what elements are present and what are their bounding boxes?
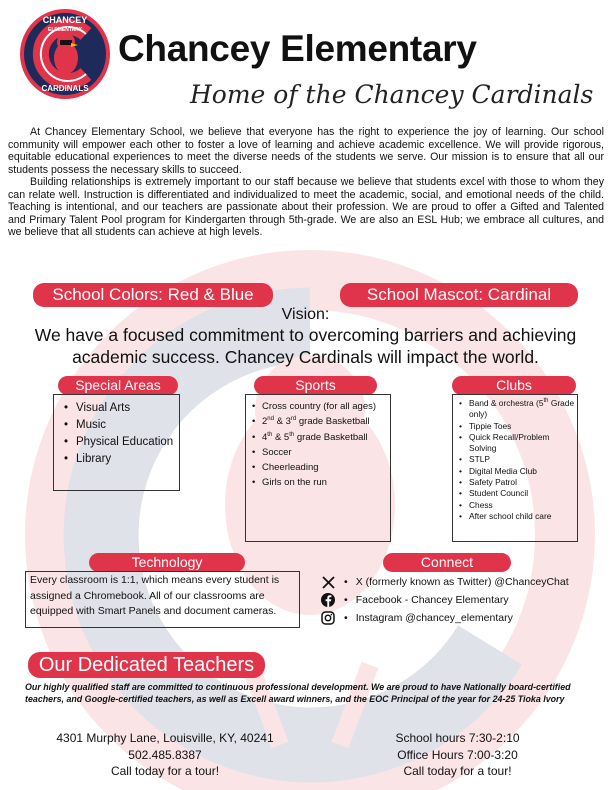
tour-call-left: Call today for a tour! <box>110 764 220 778</box>
connect-box <box>312 571 587 628</box>
clubs-heading: Clubs <box>452 376 576 395</box>
logo-text-mid: ELEMENTARY <box>48 27 82 33</box>
office-hours: Office Hours 7:00-3:20 <box>397 747 518 762</box>
facebook-icon <box>320 592 336 608</box>
footer-hours <box>345 730 570 780</box>
sports-heading: Sports <box>254 376 377 395</box>
connect-item-instagram[interactable]: • Instagram @chancey_elementary <box>320 610 513 626</box>
footer-contact <box>20 730 310 780</box>
connect-item-facebook[interactable]: • Facebook - Chancey Elementary <box>320 592 509 608</box>
list-item: • Chess <box>469 500 577 511</box>
list-item: • After school child care <box>469 511 577 522</box>
school-colors-banner: School Colors: Red & Blue <box>33 283 273 307</box>
list-item: • STLP <box>469 454 577 465</box>
connect-item-text: X (formerly known as Twitter) @ChanceyChat <box>355 576 569 588</box>
vision-text: We have a focused commitment to overcoming barriers and achieving academic success. Chancey Cardinals will impact the world. <box>34 325 577 367</box>
sports-list <box>246 395 390 491</box>
list-item: • Digital Media Club <box>469 466 577 477</box>
connect-item-text: Facebook - Chancey Elementary <box>355 594 509 606</box>
teachers-text: Our highly qualified staff are committed to continuous professional development. We are proud to have Nationally board-certified teachers, and Google-certified teachers, as well as Excell award winners, and the EOC Principal of the year for 24-25 Tioka Ivory <box>25 682 571 704</box>
instagram-icon <box>320 610 336 626</box>
special-areas-box <box>53 394 180 491</box>
connect-item-x[interactable]: • X (formerly known as Twitter) @ChanceyChat <box>320 574 569 590</box>
school-mascot-banner: School Mascot: Cardinal <box>340 283 578 307</box>
list-item: • Girls on the run <box>262 475 390 490</box>
list-item: • Tippie Toes <box>469 421 577 432</box>
list-item: • Cheerleading <box>262 460 390 475</box>
list-item: • Visual Arts <box>76 400 179 417</box>
list-item: • Band & orchestra (5th Grade only) <box>469 398 577 421</box>
list-item: • Library <box>76 451 179 468</box>
teachers-heading: Our Dedicated Teachers <box>28 652 265 678</box>
list-item: • 4th & 5th grade Basketball <box>262 430 390 445</box>
technology-heading: Technology <box>89 553 245 572</box>
connect-item-text: Instagram @chancey_elementary <box>355 612 513 624</box>
technology-box: Every classroom is 1:1, which means every student is assigned a Chromebook. All of our classrooms are equipped with Smart Panels and document cameras. <box>25 571 300 628</box>
special-areas-list <box>54 395 179 468</box>
list-item: • Cross country (for all ages) <box>262 399 390 414</box>
page-subtitle: Home of the Chancey Cardinals <box>190 80 594 109</box>
special-areas-heading: Special Areas <box>58 376 178 395</box>
logo-text-top: CHANCEY <box>42 15 88 25</box>
intro-text <box>8 126 604 239</box>
logo-text-bottom: CARDINALS <box>41 84 89 93</box>
clubs-box <box>452 394 578 542</box>
vision-title: Vision: <box>281 306 330 323</box>
connect-heading: Connect <box>383 553 511 572</box>
list-item: • Music <box>76 417 179 434</box>
intro-paragraph-2: Building relationships is extremely important to our staff because we believe that students excel with those to whom they can relate well. Instruction is differentiated and individualized to meet the academic, social, and emotional needs of the child. Teaching is intentional, and our teachers are passionate about their profession. We are proud to offer a Gifted and Talented and Primary Talent Pool program for Kindergarten through 5th-grade. We are also an ESL Hub; we embrace all cultures, and we believe that all students can achieve at high levels. <box>8 176 604 239</box>
address: 4301 Murphy Lane, Louisville, KY, 40241 <box>56 731 274 745</box>
clubs-list <box>453 395 577 522</box>
list-item: • Quick Recall/Problem Solving <box>469 432 577 455</box>
list-item: • Soccer <box>262 445 390 460</box>
list-item: • Safety Patrol <box>469 477 577 488</box>
school-hours: School hours 7:30-2:10 <box>395 731 520 745</box>
x-icon <box>320 574 336 590</box>
page-title: Chancey Elementary <box>118 28 477 69</box>
list-item: • 2nd & 3rd grade Basketball <box>262 414 390 429</box>
intro-paragraph-1: At Chancey Elementary School, we believe that everyone has the right to experience the joy of learning. Our school community will empower each other to foster a love of learning and achieve academic excellence. We will provide rigorous, equitable educational experiences to meet the diverse needs of the students we serve. Our mission is to ensure that all our students possess the necessary skills to succeed. <box>8 126 604 176</box>
school-logo <box>20 6 110 106</box>
list-item: • Physical Education <box>76 434 179 451</box>
sports-box <box>245 394 391 542</box>
list-item: • Student Council <box>469 488 577 499</box>
tour-call-right: Call today for a tour! <box>403 764 512 778</box>
phone: 502.485.8387 <box>128 747 202 762</box>
